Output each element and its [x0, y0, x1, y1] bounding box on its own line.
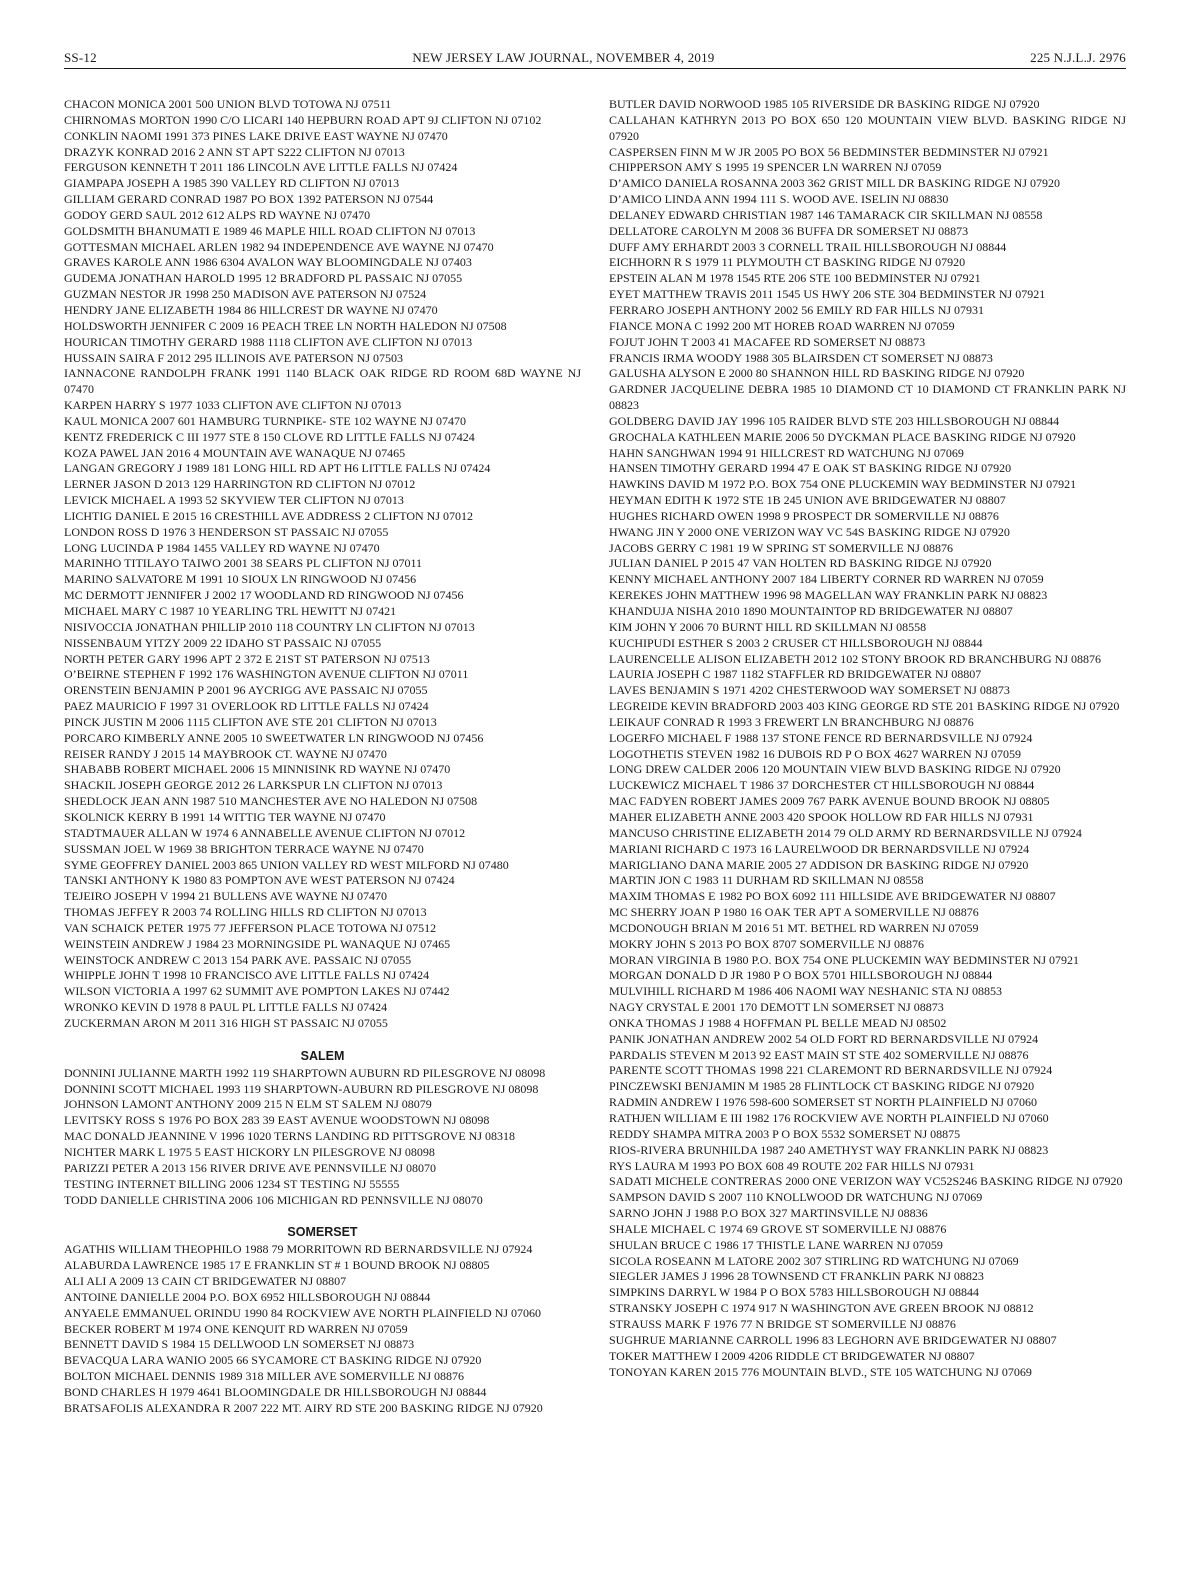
attorney-entry: WEINSTOCK ANDREW C 2013 154 PARK AVE. PASSAIC NJ 07055	[64, 952, 412, 967]
attorney-entry: MICHAEL MARY C 1987 10 YEARLING TRL HEWITT NJ 07421	[64, 604, 397, 618]
attorney-entry: BUTLER DAVID NORWOOD 1985 105 RIVERSIDE DR BASKING RIDGE NJ 07920	[609, 97, 1040, 111]
attorney-entry: SIMPKINS DARRYL W 1984 P O BOX 5783 HILLSBOROUGH NJ 08844	[609, 1285, 980, 1300]
attorney-entry: WILSON VICTORIA A 1997 62 SUMMIT AVE POMPTON LAKES NJ 07442	[64, 984, 450, 999]
attorney-entry: BEVACQUA LARA WANIO 2005 66 SYCAMORE CT BASKING RIDGE NJ 07920	[64, 1353, 482, 1368]
attorney-entry: WEINSTEIN ANDREW J 1984 23 MORNINGSIDE PL WANAQUE NJ 07465	[64, 936, 451, 951]
right-column	[609, 97, 1126, 1417]
attorney-entry: MARINO SALVATORE M 1991 10 SIOUX LN RINGWOOD NJ 07456	[64, 572, 417, 587]
attorney-entry: LONG LUCINDA P 1984 1455 VALLEY RD WAYNE NJ 07470	[64, 540, 380, 555]
attorney-entry: TOKER MATTHEW I 2009 4206 RIDDLE CT BRIDGEWATER NJ 08807	[609, 1348, 975, 1363]
attorney-entry: LUCKEWICZ MICHAEL T 1986 37 DORCHESTER CT HILLSBOROUGH NJ 08844	[609, 778, 1035, 793]
attorney-entry: SARNO JOHN J 1988 P.O BOX 327 MARTINSVILLE NJ 08836	[609, 1206, 928, 1221]
attorney-entry: HAHN SANGHWAN 1994 91 HILLCREST RD WATCHUNG NJ 07069	[609, 445, 964, 460]
passaic-list	[64, 97, 581, 1032]
attorney-entry: MANCUSO CHRISTINE ELIZABETH 2014 79 OLD ARMY RD BERNARDSVILLE NJ 07924	[609, 825, 1082, 840]
attorney-entry: HUGHES RICHARD OWEN 1998 9 PROSPECT DR SOMERVILLE NJ 08876	[609, 508, 999, 523]
attorney-entry: NICHTER MARK L 1975 5 EAST HICKORY LN PILESGROVE NJ 08098	[64, 1145, 435, 1159]
attorney-entry: REISER RANDY J 2015 14 MAYBROOK CT. WAYNE NJ 07470	[64, 746, 387, 761]
attorney-entry: RATHJEN WILLIAM E III 1982 176 ROCKVIEW AVE NORTH PLAINFIELD NJ 07060	[609, 1111, 1049, 1125]
attorney-entry: DELANEY EDWARD CHRISTIAN 1987 146 TAMARACK CIR SKILLMAN NJ 08558	[609, 207, 1043, 222]
somerset-list	[64, 1242, 581, 1416]
attorney-entry: NAGY CRYSTAL E 2001 170 DEMOTT LN SOMERSET NJ 08873	[609, 1000, 944, 1015]
attorney-entry: HEYMAN EDITH K 1972 STE 1B 245 UNION AVE BRIDGEWATER NJ 08807	[609, 493, 1006, 508]
attorney-entry: TANSKI ANTHONY K 1980 83 POMPTON AVE WEST PATERSON NJ 07424	[64, 873, 455, 888]
attorney-entry: MARTIN JON C 1983 11 DURHAM RD SKILLMAN NJ 08558	[609, 873, 924, 888]
attorney-entry: HENDRY JANE ELIZABETH 1984 86 HILLCREST DR WAYNE NJ 07470	[64, 302, 438, 317]
attorney-entry: LICHTIG DANIEL E 2015 16 CRESTHILL AVE ADDRESS 2 CLIFTON NJ 07012	[64, 508, 474, 523]
attorney-entry: TEJEIRO JOSEPH V 1994 21 BULLENS AVE WAYNE NJ 07470	[64, 889, 388, 904]
attorney-entry: BECKER ROBERT M 1974 ONE KENQUIT RD WARREN NJ 07059	[64, 1321, 408, 1336]
attorney-entry: LEIKAUF CONRAD R 1993 3 FREWERT LN BRANCHBURG NJ 08876	[609, 714, 974, 729]
attorney-entry: MC SHERRY JOAN P 1980 16 OAK TER APT A SOMERVILLE NJ 08876	[609, 905, 979, 920]
attorney-entry: GODOY GERD SAUL 2012 612 ALPS RD WAYNE NJ 07470	[64, 207, 371, 222]
attorney-entry: GUDEMA JONATHAN HAROLD 1995 12 BRADFORD PL PASSAIC NJ 07055	[64, 271, 463, 286]
attorney-entry: TODD DANIELLE CHRISTINA 2006 106 MICHIGAN RD PENNSVILLE NJ 08070	[64, 1192, 483, 1207]
page-header	[64, 50, 1126, 66]
attorney-entry: LOGERFO MICHAEL F 1988 137 STONE FENCE RD BERNARDSVILLE NJ 07924	[609, 730, 1033, 745]
attorney-entry: LEVICK MICHAEL A 1993 52 SKYVIEW TER CLIFTON NJ 07013	[64, 493, 404, 508]
attorney-entry: LOGOTHETIS STEVEN 1982 16 DUBOIS RD P O BOX 4627 WARREN NJ 07059	[609, 746, 1022, 761]
attorney-entry: PORCARO KIMBERLY ANNE 2005 10 SWEETWATER LN RINGWOOD NJ 07456	[64, 730, 484, 745]
section-title-somerset: SOMERSET	[287, 1225, 358, 1240]
attorney-entry: HANSEN TIMOTHY GERARD 1994 47 E OAK ST BASKING RIDGE NJ 07920	[609, 461, 1012, 476]
attorney-entry: JOHNSON LAMONT ANTHONY 2009 215 N ELM ST SALEM NJ 08079	[64, 1097, 432, 1112]
attorney-entry: CHIRNOMAS MORTON 1990 C/O LICARI 140 HEPBURN ROAD APT 9J CLIFTON NJ 07102	[64, 112, 542, 127]
attorney-entry: SHACKIL JOSEPH GEORGE 2012 26 LARKSPUR LN CLIFTON NJ 07013	[64, 778, 443, 793]
attorney-entry: DUFF AMY ERHARDT 2003 3 CORNELL TRAIL HILLSBOROUGH NJ 08844	[609, 239, 1007, 254]
attorney-entry: WRONKO KEVIN D 1978 8 PAUL PL LITTLE FALLS NJ 07424	[64, 1000, 388, 1015]
attorney-entry: CHACON MONICA 2001 500 UNION BLVD TOTOWA NJ 07511	[64, 97, 392, 111]
attorney-entry: HOURICAN TIMOTHY GERARD 1988 1118 CLIFTON AVE CLIFTON NJ 07013	[64, 334, 473, 349]
attorney-entry: GIAMPAPA JOSEPH A 1985 390 VALLEY RD CLIFTON NJ 07013	[64, 176, 400, 191]
attorney-entry: SICOLA ROSEANN M LATORE 2002 307 STIRLING RD WATCHUNG NJ 07069	[609, 1253, 1019, 1268]
attorney-entry: VAN SCHAICK PETER 1975 77 JEFFERSON PLACE TOTOWA NJ 07512	[64, 920, 437, 935]
attorney-entry: EYET MATTHEW TRAVIS 2011 1545 US HWY 206 STE 304 BEDMINSTER NJ 07921	[609, 287, 1046, 302]
attorney-entry: LONG DREW CALDER 2006 120 MOUNTAIN VIEW BLVD BASKING RIDGE NJ 07920	[609, 762, 1061, 777]
attorney-entry: LAURIA JOSEPH C 1987 1182 STAFFLER RD BRIDGEWATER NJ 08807	[609, 667, 982, 682]
attorney-entry: SKOLNICK KERRY B 1991 14 WITTIG TER WAYNE NJ 07470	[64, 809, 386, 824]
publication-title: NEW JERSEY LAW JOURNAL, NOVEMBER 4, 2019	[412, 50, 715, 65]
left-column	[64, 97, 581, 1417]
attorney-entry: TONOYAN KAREN 2015 776 MOUNTAIN BLVD., STE 105 WATCHUNG NJ 07069	[609, 1364, 1032, 1379]
attorney-entry: SHALE MICHAEL C 1974 69 GROVE ST SOMERVILLE NJ 08876	[609, 1221, 947, 1236]
attorney-entry: GRAVES KAROLE ANN 1986 6304 AVALON WAY BLOOMINGDALE NJ 07403	[64, 255, 472, 270]
attorney-entry: SYME GEOFFREY DANIEL 2003 865 UNION VALLEY RD WEST MILFORD NJ 07480	[64, 857, 509, 872]
attorney-entry: KUCHIPUDI ESTHER S 2003 2 CRUSER CT HILLSBOROUGH NJ 08844	[609, 635, 983, 650]
attorney-entry: SUGHRUE MARIANNE CARROLL 1996 83 LEGHORN AVE BRIDGEWATER NJ 08807	[609, 1332, 1057, 1347]
attorney-entry: MARINHO TITILAYO TAIWO 2001 38 SEARS PL CLIFTON NJ 07011	[64, 556, 423, 571]
header-rule	[64, 68, 1126, 69]
attorney-entry: HWANG JIN Y 2000 ONE VERIZON WAY VC 54S BASKING RIDGE NJ 07920	[609, 524, 1010, 539]
attorney-entry: REDDY SHAMPA MITRA 2003 P O BOX 5532 SOMERSET NJ 08875	[609, 1126, 961, 1141]
attorney-entry: KHANDUJA NISHA 2010 1890 MOUNTAINTOP RD BRIDGEWATER NJ 08807	[609, 604, 1013, 618]
attorney-entry: NORTH PETER GARY 1996 APT 2 372 E 21ST ST PATERSON NJ 07513	[64, 651, 430, 666]
attorney-entry: LANGAN GREGORY J 1989 181 LONG HILL RD APT H6 LITTLE FALLS NJ 07424	[64, 461, 491, 476]
attorney-entry: IANNACONE RANDOLPH FRANK 1991 1140 BLACK OAK RIDGE RD ROOM 68D WAYNE NJ 07470	[64, 366, 581, 397]
journal-page	[64, 50, 1126, 1415]
attorney-entry: PARIZZI PETER A 2013 156 RIVER DRIVE AVE PENNSVILLE NJ 08070	[64, 1160, 437, 1175]
attorney-entry: RYS LAURA M 1993 PO BOX 608 49 ROUTE 202 FAR HILLS NJ 07931	[609, 1158, 975, 1173]
attorney-entry: MARIANI RICHARD C 1973 16 LAURELWOOD DR BERNARDSVILLE NJ 07924	[609, 841, 1030, 856]
attorney-entry: HOLDSWORTH JENNIFER C 2009 16 PEACH TREE LN NORTH HALEDON NJ 07508	[64, 318, 507, 333]
page-number: SS-12	[64, 50, 97, 65]
salem-list	[64, 1066, 581, 1209]
section-title-salem: SALEM	[300, 1048, 345, 1063]
attorney-entry: CHIPPERSON AMY S 1995 19 SPENCER LN WARREN NJ 07059	[609, 160, 942, 175]
attorney-entry: GOTTESMAN MICHAEL ARLEN 1982 94 INDEPENDENCE AVE WAYNE NJ 07470	[64, 239, 494, 254]
attorney-entry: PANIK JONATHAN ANDREW 2002 54 OLD FORT RD BERNARDSVILLE NJ 07924	[609, 1031, 1039, 1046]
attorney-entry: ORENSTEIN BENJAMIN P 2001 96 AYCRIGG AVE PASSAIC NJ 07055	[64, 683, 428, 698]
attorney-entry: GUZMAN NESTOR JR 1998 250 MADISON AVE PATERSON NJ 07524	[64, 287, 427, 302]
attorney-entry: SHEDLOCK JEAN ANN 1987 510 MANCHESTER AVE NO HALEDON NJ 07508	[64, 794, 478, 809]
attorney-entry: BOLTON MICHAEL DENNIS 1989 318 MILLER AVE SOMERVILLE NJ 08876	[64, 1369, 465, 1384]
attorney-entry: PARENTE SCOTT THOMAS 1998 221 CLAREMONT RD BERNARDSVILLE NJ 07924	[609, 1063, 1053, 1078]
attorney-entry: MAC FADYEN ROBERT JAMES 2009 767 PARK AVENUE BOUND BROOK NJ 08805	[609, 794, 1050, 809]
attorney-entry: MORAN VIRGINIA B 1980 P.O. BOX 754 ONE PLUCKEMIN WAY BEDMINSTER NJ 07921	[609, 952, 1080, 967]
attorney-entry: BENNETT DAVID S 1984 15 DELLWOOD LN SOMERSET NJ 08873	[64, 1337, 415, 1352]
attorney-entry: GILLIAM GERARD CONRAD 1987 PO BOX 1392 PATERSON NJ 07544	[64, 192, 434, 207]
attorney-entry: MOKRY JOHN S 2013 PO BOX 8707 SOMERVILLE NJ 08876	[609, 936, 924, 951]
attorney-entry: PINCZEWSKI BENJAMIN M 1985 28 FLINTLOCK CT BASKING RIDGE NJ 07920	[609, 1079, 1035, 1094]
attorney-entry: HAWKINS DAVID M 1972 P.O. BOX 754 ONE PLUCKEMIN WAY BEDMINSTER NJ 07921	[609, 477, 1077, 492]
columns	[64, 97, 1126, 1417]
attorney-entry: STRANSKY JOSEPH C 1974 917 N WASHINGTON AVE GREEN BROOK NJ 08812	[609, 1301, 1034, 1316]
attorney-entry: SAMPSON DAVID S 2007 110 KNOLLWOOD DR WATCHUNG NJ 07069	[609, 1190, 983, 1205]
attorney-entry: BRATSAFOLIS ALEXANDRA R 2007 222 MT. AIRY RD STE 200 BASKING RIDGE NJ 07920	[64, 1400, 543, 1415]
attorney-entry: DONNINI JULIANNE MARTH 1992 119 SHARPTOWN AUBURN RD PILESGROVE NJ 08098	[64, 1065, 546, 1080]
attorney-entry: ANTOINE DANIELLE 2004 P.O. BOX 6952 HILLSBOROUGH NJ 08844	[64, 1289, 431, 1304]
attorney-entry: LONDON ROSS D 1976 3 HENDERSON ST PASSAIC NJ 07055	[64, 524, 389, 539]
attorney-entry: ALI ALI A 2009 13 CAIN CT BRIDGEWATER NJ 08807	[64, 1274, 347, 1289]
attorney-entry: LERNER JASON D 2013 129 HARRINGTON RD CLIFTON NJ 07012	[64, 477, 416, 492]
attorney-entry: EICHHORN R S 1979 11 PLYMOUTH CT BASKING RIDGE NJ 07920	[609, 255, 966, 270]
attorney-entry: FIANCE MONA C 1992 200 MT HOREB ROAD WARREN NJ 07059	[609, 318, 955, 333]
attorney-entry: MC DERMOTT JENNIFER J 2002 17 WOODLAND RD RINGWOOD NJ 07456	[64, 588, 464, 603]
attorney-entry: MAHER ELIZABETH ANNE 2003 420 SPOOK HOLLOW RD FAR HILLS NJ 07931	[609, 809, 1034, 824]
attorney-entry: FERRARO JOSEPH ANTHONY 2002 56 EMILY RD FAR HILLS NJ 07931	[609, 302, 985, 317]
attorney-entry: KOZA PAWEL JAN 2016 4 MOUNTAIN AVE WANAQUE NJ 07465	[64, 445, 406, 460]
attorney-entry: BOND CHARLES H 1979 4641 BLOOMINGDALE DR HILLSBOROUGH NJ 08844	[64, 1384, 487, 1399]
attorney-entry: MAC DONALD JEANNINE V 1996 1020 TERNS LANDING RD PITTSGROVE NJ 08318	[64, 1129, 516, 1144]
attorney-entry: DRAZYK KONRAD 2016 2 ANN ST APT S222 CLIFTON NJ 07013	[64, 144, 405, 159]
attorney-entry: KENTZ FREDERICK C III 1977 STE 8 150 CLOVE RD LITTLE FALLS NJ 07424	[64, 429, 475, 444]
attorney-entry: DONNINI SCOTT MICHAEL 1993 119 SHARPTOWN-AUBURN RD PILESGROVE NJ 08098	[64, 1081, 539, 1096]
attorney-entry: FRANCIS IRMA WOODY 1988 305 BLAIRSDEN CT SOMERSET NJ 08873	[609, 350, 993, 365]
attorney-entry: NISIVOCCIA JONATHAN PHILLIP 2010 118 COUNTRY LN CLIFTON NJ 07013	[64, 619, 475, 634]
attorney-entry: FERGUSON KENNETH T 2011 186 LINCOLN AVE LITTLE FALLS NJ 07424	[64, 160, 458, 175]
attorney-entry: EPSTEIN ALAN M 1978 1545 RTE 206 STE 100 BEDMINSTER NJ 07921	[609, 271, 981, 286]
attorney-entry: WHIPPLE JOHN T 1998 10 FRANCISCO AVE LITTLE FALLS NJ 07424	[64, 968, 430, 983]
attorney-entry: STRAUSS MARK F 1976 77 N BRIDGE ST SOMERVILLE NJ 08876	[609, 1316, 956, 1331]
attorney-entry: SADATI MICHELE CONTRERAS 2000 ONE VERIZON WAY VC52S246 BASKING RIDGE NJ 07920	[609, 1174, 1123, 1189]
attorney-entry: MULVIHILL RICHARD M 1986 406 NAOMI WAY NESHANIC STA NJ 08853	[609, 984, 1003, 999]
attorney-entry: JACOBS GERRY C 1981 19 W SPRING ST SOMERVILLE NJ 08876	[609, 540, 953, 555]
attorney-entry: O’BEIRNE STEPHEN F 1992 176 WASHINGTON AVENUE CLIFTON NJ 07011	[64, 667, 469, 682]
attorney-entry: KARPEN HARRY S 1977 1033 CLIFTON AVE CLIFTON NJ 07013	[64, 398, 402, 413]
attorney-entry: GALUSHA ALYSON E 2000 80 SHANNON HILL RD BASKING RIDGE NJ 07920	[609, 366, 1025, 381]
attorney-entry: ZUCKERMAN ARON M 2011 316 HIGH ST PASSAIC NJ 07055	[64, 1015, 388, 1030]
attorney-entry: SHULAN BRUCE C 1986 17 THISTLE LANE WARREN NJ 07059	[609, 1237, 943, 1252]
attorney-entry: ONKA THOMAS J 1988 4 HOFFMAN PL BELLE MEAD NJ 08502	[609, 1015, 947, 1030]
attorney-entry: D’AMICO DANIELA ROSANNA 2003 362 GRIST MILL DR BASKING RIDGE NJ 07920	[609, 176, 1061, 191]
attorney-entry: JULIAN DANIEL P 2015 47 VAN HOLTEN RD BASKING RIDGE NJ 07920	[609, 556, 992, 571]
attorney-entry: PARDALIS STEVEN M 2013 92 EAST MAIN ST STE 402 SOMERVILLE NJ 08876	[609, 1047, 1029, 1062]
attorney-entry: AGATHIS WILLIAM THEOPHILO 1988 79 MORRITOWN RD BERNARDSVILLE NJ 07924	[64, 1242, 533, 1257]
attorney-entry: MORGAN DONALD D JR 1980 P O BOX 5701 HILLSBOROUGH NJ 08844	[609, 968, 993, 983]
attorney-entry: MCDONOUGH BRIAN M 2016 51 MT. BETHEL RD WARREN NJ 07059	[609, 920, 979, 935]
attorney-entry: RIOS-RIVERA BRUNHILDA 1987 240 AMETHYST WAY FRANKLIN PARK NJ 08823	[609, 1142, 1049, 1157]
attorney-entry: RADMIN ANDREW I 1976 598-600 SOMERSET ST NORTH PLAINFIELD NJ 07060	[609, 1095, 1037, 1110]
attorney-entry: NISSENBAUM YITZY 2009 22 IDAHO ST PASSAIC NJ 07055	[64, 635, 382, 650]
attorney-entry: ALABURDA LAWRENCE 1985 17 E FRANKLIN ST # 1 BOUND BROOK NJ 08805	[64, 1258, 490, 1273]
attorney-entry: SIEGLER JAMES J 1996 28 TOWNSEND CT FRANKLIN PARK NJ 08823	[609, 1269, 984, 1284]
attorney-entry: KIM JOHN Y 2006 70 BURNT HILL RD SKILLMAN NJ 08558	[609, 619, 927, 634]
attorney-entry: GARDNER JACQUELINE DEBRA 1985 10 DIAMOND CT 10 DIAMOND CT FRANKLIN PARK NJ 08823	[609, 382, 1126, 413]
attorney-entry: GOLDBERG DAVID JAY 1996 105 RAIDER BLVD STE 203 HILLSBOROUGH NJ 08844	[609, 413, 1060, 428]
attorney-entry: PAEZ MAURICIO F 1997 31 OVERLOOK RD LITTLE FALLS NJ 07424	[64, 699, 429, 714]
attorney-entry: GROCHALA KATHLEEN MARIE 2006 50 DYCKMAN PLACE BASKING RIDGE NJ 07920	[609, 429, 1076, 444]
attorney-entry: KEREKES JOHN MATTHEW 1996 98 MAGELLAN WAY FRANKLIN PARK NJ 08823	[609, 588, 1048, 603]
attorney-entry: SUSSMAN JOEL W 1969 38 BRIGHTON TERRACE WAYNE NJ 07470	[64, 841, 424, 856]
attorney-entry: DELLATORE CAROLYN M 2008 36 BUFFA DR SOMERSET NJ 08873	[609, 223, 969, 238]
attorney-entry: LAVES BENJAMIN S 1971 4202 CHESTERWOOD WAY SOMERSET NJ 08873	[609, 683, 1010, 698]
attorney-entry: KENNY MICHAEL ANTHONY 2007 184 LIBERTY CORNER RD WARREN NJ 07059	[609, 572, 1044, 587]
somerset-list-continued	[609, 97, 1126, 1380]
attorney-entry: THOMAS JEFFEY R 2003 74 ROLLING HILLS RD CLIFTON NJ 07013	[64, 905, 427, 920]
attorney-entry: PINCK JUSTIN M 2006 1115 CLIFTON AVE STE 201 CLIFTON NJ 07013	[64, 714, 437, 729]
attorney-entry: TESTING INTERNET BILLING 2006 1234 ST TESTING NJ 55555	[64, 1176, 400, 1191]
attorney-entry: CALLAHAN KATHRYN 2013 PO BOX 650 120 MOUNTAIN VIEW BLVD. BASKING RIDGE NJ 07920	[609, 112, 1126, 143]
attorney-entry: LEGREIDE KEVIN BRADFORD 2003 403 KING GEORGE RD STE 201 BASKING RIDGE NJ 07920	[609, 699, 1120, 714]
attorney-entry: STADTMAUER ALLAN W 1974 6 ANNABELLE AVENUE CLIFTON NJ 07012	[64, 825, 466, 840]
attorney-entry: MAXIM THOMAS E 1982 PO BOX 6092 111 HILLSIDE AVE BRIDGEWATER NJ 08807	[609, 889, 1056, 904]
attorney-entry: CASPERSEN FINN M W JR 2005 PO BOX 56 BEDMINSTER BEDMINSTER NJ 07921	[609, 144, 1049, 159]
attorney-entry: KAUL MONICA 2007 601 HAMBURG TURNPIKE- STE 102 WAYNE NJ 07470	[64, 413, 467, 428]
attorney-entry: LEVITSKY ROSS S 1976 PO BOX 283 39 EAST AVENUE WOODSTOWN NJ 08098	[64, 1113, 490, 1128]
attorney-entry: CONKLIN NAOMI 1991 373 PINES LAKE DRIVE EAST WAYNE NJ 07470	[64, 128, 448, 143]
attorney-entry: LAURENCELLE ALISON ELIZABETH 2012 102 STONY BROOK RD BRANCHBURG NJ 08876	[609, 651, 1102, 666]
citation: 225 N.J.L.J. 2976	[1030, 50, 1126, 65]
attorney-entry: SHABABB ROBERT MICHAEL 2006 15 MINNISINK RD WAYNE NJ 07470	[64, 762, 451, 777]
attorney-entry: D’AMICO LINDA ANN 1994 111 S. WOOD AVE. ISELIN NJ 08830	[609, 192, 949, 207]
attorney-entry: FOJUT JOHN T 2003 41 MACAFEE RD SOMERSET NJ 08873	[609, 334, 926, 349]
attorney-entry: ANYAELE EMMANUEL ORINDU 1990 84 ROCKVIEW AVE NORTH PLAINFIELD NJ 07060	[64, 1305, 542, 1320]
attorney-entry: MARIGLIANO DANA MARIE 2005 27 ADDISON DR BASKING RIDGE NJ 07920	[609, 857, 1029, 872]
attorney-entry: GOLDSMITH BHANUMATI E 1989 46 MAPLE HILL ROAD CLIFTON NJ 07013	[64, 223, 476, 238]
attorney-entry: HUSSAIN SAIRA F 2012 295 ILLINOIS AVE PATERSON NJ 07503	[64, 350, 404, 365]
